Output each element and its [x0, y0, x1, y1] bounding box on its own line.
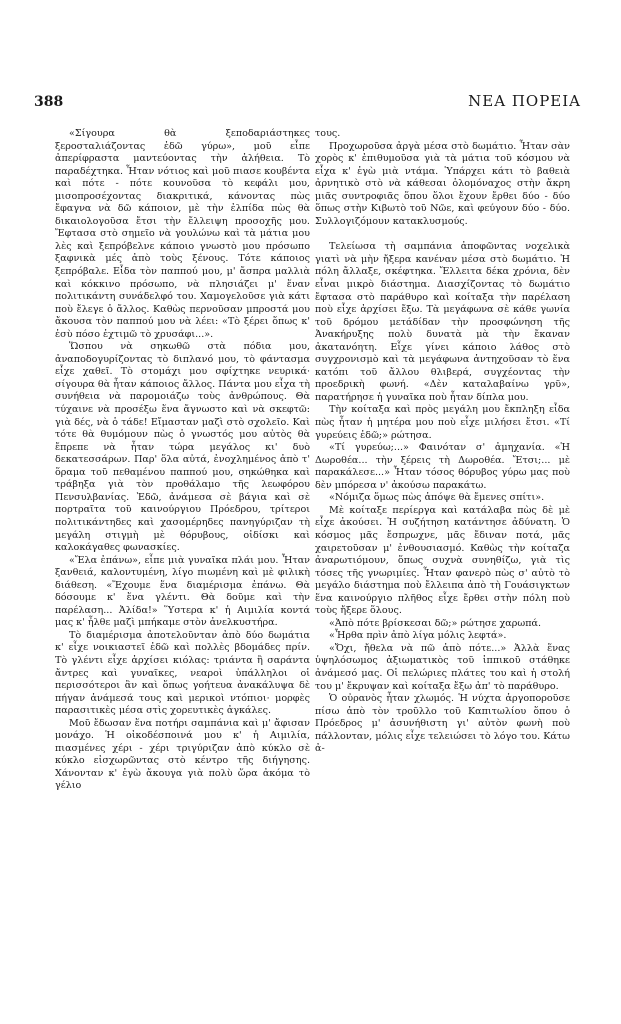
- paragraph: «Νόμιζα ὅμως πὼς ἀπόψε θὰ ἔμενες σπίτι».: [329, 492, 545, 504]
- paragraph: Μοῦ ἔδωσαν ἕνα ποτήρι σαμπάνια καὶ μ' ἄφισαν μονάχο. Ἡ οἰκοδέσποινά μου κ' ἡ Αιμιλία, πιασμένες χέρι - χέρι τριγύριζαν ἀπὸ κύκλο σὲ κύκλο εἰσχωρῶντας στὸ κέντρο τῆς διήγησης. Χάνονταν κ' ἐγὼ ἄκουγα γιὰ πολὺ ὥρα ἀκόμα τὸ γέλιο: [55, 717, 310, 792]
- paragraph: Ὥσπου νὰ σηκωθῶ στὰ πόδια μου, ἀναποδογυρίζοντας τὸ διπλανό μου, τὸ φάντασμα εἶχε χαθεῖ. Τὸ στομάχι μου σφίχτηκε νευρικά· σίγουρα θὰ ἦταν κάποιος ἄλλος. Πάντα μου εἶχα τὴ συνήθεια νὰ παρομοιάζω τοὺς ἀνθρώπους. Θὰ τύχαινε νὰ προσέξω ἕνα ἄγνωστο καὶ νὰ σκεφτῶ: γιὰ δές, νὰ ὁ τάδε! Εἴμασταν μαζὶ στὸ σχολεῖο. Καὶ τότε θὰ θυμόμουν πὼς ὁ γνωστός μου αὐτὸς θὰ ἔπρεπε νὰ ἦταν τώρα μεγάλος κι' δυὸ δεκατεσσάρων. Παρ' ὅλα αὐτά, ἐνοχλημένος ἀπὸ τ' ὅραμα τοῦ πεθαμένου παππού μου, σηκώθηκα καὶ τράβηξα γιὰ τὸν προθάλαμο τῆς λεωφόρου Πενσυλβανίας. Ἐδῶ, ἀνάμεσα σὲ βάγια καὶ σὲ πορτραῖτα τοῦ καινούργιου Πρόεδρου, τρίτεροι πολιτικάντηδες καὶ χασομέρηδες πανηγύριζαν τὴ μεγάλη στιγμὴ μὲ θόρυβους, οἰδίσκι καὶ καλοκάγαθες φωνασκίες.: [55, 341, 310, 554]
- paragraph: «Τί γυρεύω;...» Φαινόταν σ' ἀμηχανία. «Ἡ Δωροθέα... τὴν ξέρεις τὴ Δωροθέα. Ἔτσι;... μὲ παρακάλεσε...» Ἦταν τόσος θόρυβος γύρω μας ποὺ δὲν μπόρεσα ν' ἀκούσω παρακάτω.: [315, 442, 570, 491]
- paragraph: «Σίγουρα θὰ ξεποδαριάστηκες ξεροσταλιάζοντας ἐδῶ γύρω», μοῦ εἶπε ἀπερίφραστα μαντεύοντας τὴν ἀλήθεια. Τὸ παραδέχτηκα. Ἦταν νότιος καὶ μοῦ πιασε κουβέντα καὶ πότε - πότε κουνοῦσα τὸ κεφάλι μου, μισοπροσέχοντας διακριτικά, κάνοντας πὼς ἔφαγνα νὰ δῶ κάποιον, μὲ τὴν ἐλπίδα πὼς θὰ δικαιολογοῦσα ἔτσι τὴν ἔλλειψη προσοχῆς μου. Ἔφτασα στὸ σημεῖο νὰ γουλώνω καὶ τὰ μάτια μου λὲς καὶ ξεπρόβελνε κάποιο γνωστὸ μου πρόσωπο ξαφνικὰ μές ἀπὸ τοὺς ξένους. Τότε κάποιος ξεπρόβαλε. Εἶδα τὸν παππού μου, μ' ἄσπρα μαλλιὰ καὶ κόκκινο πρόσωπο, νὰ πλησιάζει μ' ἕναν πολιτικάντη συνάδελφό του. Χαμογελοῦσε γιὰ κάτι ποὺ ἔλεγε ὁ ἄλλος. Καθὼς περνοῦσαν μπροστά μου ἄκουσα τὸν παππού μου νὰ λέει: «Τὸ ξέρει ὅπως κ' ἐσὺ πόσο ἐχτιμῶ τὸ χρυσάφι...».: [55, 128, 310, 340]
- paragraph: Τὸ διαμέρισμα ἀποτελοῦνταν ἀπὸ δύο δωμάτια κ' εἶχε νοικιαστεῖ ἐδῶ καὶ πολλὲς βδομάδες πρίν. Τὸ γλέντι εἶχε ἀρχίσει κιόλας: τριάντα ἢ σαράντα ἄντρες καὶ γυναῖκες, νεαροὶ ὑπάλληλοι οἱ περισσότεροι ἂν καὶ ὅπως γοήτευα ἀνακάλυψα δὲ πήγαν ἀνάμεσά τους καὶ μερικοὶ ντόπιοι· μορφὲς παρασιτικὲς μέσα στὶς χορευτικὲς ἀγκάλες.: [55, 629, 310, 717]
- right-text-column: [315, 128, 570, 756]
- paragraph: «Ἀπὸ πότε βρίσκεσαι δῶ;» ρώτησε χαρωπά.: [329, 617, 542, 629]
- running-title: ΝΕΑ ΠΟΡΕΙΑ: [468, 92, 581, 110]
- paragraph: Προχωροῦσα ἀργὰ μέσα στὸ δωμάτιο. Ἦταν σὰν χορὸς κ' ἐπιθυμοῦσα γιὰ τὰ μάτια τοῦ κόσμου νὰ εἶχα κ' ἐγὼ μιὰ ντάμα. Ὑπάρχει κάτι τὸ βαθειὰ ἀρνητικὸ στὸ νὰ κάθεσαι ὁλομόναχος στὴν ἄκρη μιᾶς συντροφιᾶς ὅπου ὅλοι ἔχουν ἔρθει δύο - δύο ὅπως στὴν Κιβωτὸ τοῦ Νῶε, καὶ φεύγουν δύο - δύο. Συλλογιζόμουν κατακλυσμούς.: [315, 140, 570, 227]
- paragraph: «Ὄχι, ἤθελα νὰ πῶ ἀπὸ πότε...» Ἀλλὰ ἕνας ὑψηλόσωμος ἀξιωματικὸς τοῦ ἱππικοῦ στάθηκε ἀνάμεσό μας. Οἱ πελώριες πλάτες του καὶ ἡ στολή του μ' ἔκρυψαν καὶ κοίταξα ἔξω ἀπ' τὸ παράθυρο.: [315, 642, 570, 692]
- paragraph: «Ἦρθα πρὶν ἀπὸ λίγα μόλις λεφτά».: [329, 630, 507, 642]
- paragraph: Τελείωσα τὴ σαμπάνια ἀποφῶντας νοχελικὰ γιατὶ νὰ μὴν ἤξερα κανέναν μέσα στὸ δωμάτιο. Ἡ πόλη ἄλλαξε, σκέφτηκα. Ἔλλειτα δέκα χρόνια, δὲν εἶναι μικρὸ διάστημα. Διασχίζοντας τὸ δωμάτιο ἔφτασα στὸ παράθυρο καὶ κοίταξα τὴν παρέλαση ποὺ εἶχε ἀρχίσει ἔξω. Τὰ μεγάφωνα σὲ κάθε γωνία τοῦ δρόμου μετάδίδαν τὴν προσφώνηση τῆς Ἀνακήρυξης πολὺ δυνατὰ μὰ τὴν ἔκαναν ἀκατανόητη. Εἶχε γίνει κάποιο λάθος στὸ συγχρονισμὸ καὶ τὰ μεγάφωνα ἀντηχοῦσαν τὸ ἕνα κατόπι τοῦ ἄλλου θλιβερά, συγχέοντας τὴν προεδρικὴ φωνή. «Δὲν καταλαβαίνω γρῦ», παρατήρησε ἡ γυναῖκα ποὺ ἦταν δίπλα μου.: [315, 241, 570, 403]
- paragraph: Τὴν κοίταξα καὶ πρὸς μεγάλη μου ἔκπληξη εἶδα πὼς ἦταν ἡ μητέρα μου ποὺ εἶχε μιλήσει ἔτσι. «Τί γυρεύεις ἐδῶ;» ρώτησα.: [315, 404, 570, 441]
- page-number: 388: [34, 94, 64, 110]
- paragraph: Ὁ οὐρανὸς ἦταν χλωμός. Ἡ νύχτα ἀργοποροῦσε πίσω ἀπὸ τὸν τροῦλλο τοῦ Καπιτωλίου ὅπου ὁ Πρόεδρος μ' ἀσυνήθιστη γι' αὐτὸν φωνὴ ποὺ πάλλονταν, μόλις εἶχε τελειώσει τὸ λόγο του. Κάτω ἀ-: [315, 693, 570, 755]
- left-text-column: [55, 128, 310, 793]
- paragraph: Μὲ κοίταξε περίεργα καὶ κατάλαβα πὼς δὲ μὲ εἶχε ἀκούσει. Ἡ συζήτηση κατάντησε ἀδύνατη. Ὁ κόσμος μᾶς ἔσπρωχνε, μᾶς ἔδιναν ποτά, μᾶς χαιρετοῦσαν μ' ἐνθουσιασμό. Καθὼς τὴν κοίταζα ἀναρωτιόμουν, ὅπως συχνὰ συνηθίζω, γιὰ τὶς τόσες τῆς γνωριμίες. Ἦταν φανερὸ πὼς σ' αὐτὸ τὸ μεγάλο διάστημα ποὺ ἔλλειπα ἀπὸ τὴ Γουάσιγκτων ἕνα καινούργιο πλῆθος εἶχε ἔρθει στὴν πόλη ποὺ τοὺς ἤξερε ὅλους.: [315, 504, 570, 617]
- paragraph: «Ἔλα ἐπάνω», εἶπε μιὰ γυναῖκα πλάι μου. Ἦταν ξανθειά, καλοντυμένη, λίγο πιωμένη καὶ μὲ φιλικὴ διάθεση. «Ἔχουμε ἕνα διαμέρισμα ἐπάνω. Θὰ δόσουμε κ' ἕνα γλέντι. Θὰ δοῦμε καὶ τὴν παρέλαση... Ἀλίδα!» Ὕστερα κ' ἡ Αιμιλία κοντά μας κ' ἦλθε μαζὶ μπήκαμε στὸν ἀνελκυστήρα.: [55, 554, 310, 629]
- paragraph: τους.: [315, 128, 341, 139]
